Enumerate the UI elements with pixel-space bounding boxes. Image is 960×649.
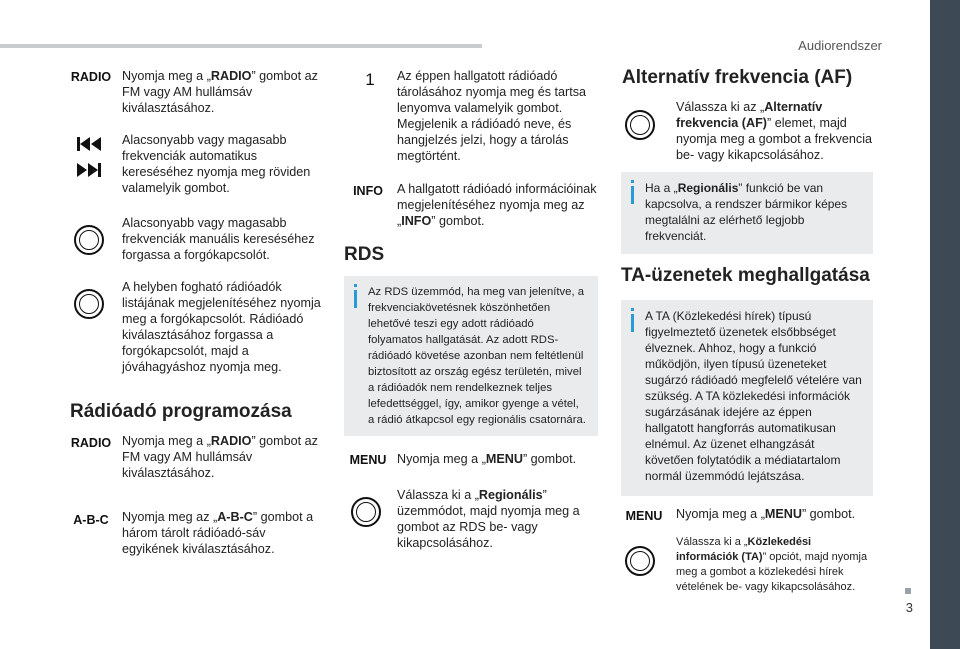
rds-info-note — [344, 276, 598, 436]
menu-instruction: Nyomja meg a „MENU” gombot. — [676, 507, 856, 521]
ta-info-note — [621, 300, 873, 496]
rotary-knob-icon — [625, 546, 655, 576]
rds-note-text: Az RDS üzemmód, ha meg van jelenítve, a frekvenciakövetésnek köszönhetően lehetővé teszi egy adott rádióadó folyamatos hallgatását. Az adott RDS-rádióadó követése azonban nem feltétlenül biztosított az ország egész területén, mivel a rádióadók nem rendelkeznek teljes lefedettséggel, így, amikor gyenge a vétel, a rádió átkapcsol egy regionális csatornára. — [368, 286, 586, 426]
page-marker — [905, 588, 911, 594]
seek-instruction: Alacsonyabb vagy magasabb frekvenciák automatikus kereséséhez nyomja meg röviden valamelyik gombot. — [122, 133, 311, 195]
af-info-note — [621, 172, 873, 254]
manual-tuning-instruction: Alacsonyabb vagy magasabb frekvenciák manuális kereséséhez forgassa a forgókapcsolót. — [122, 216, 315, 262]
regional-instruction: Válassza ki a „Regionális” üzemmódot, majd nyomja meg a gombot az RDS be- vagy kikapcsolásához. — [397, 488, 580, 550]
section-heading-af: Alternatív frekvencia (AF) — [622, 67, 853, 88]
info-icon — [354, 290, 357, 308]
rotary-knob-icon — [74, 289, 104, 319]
section-title: Audiorendszer — [798, 38, 882, 53]
info-instruction: A hallgatott rádióadó információinak megjelenítéséhez nyomja meg az „INFO” gombot. — [397, 182, 597, 228]
rotary-knob-icon — [351, 497, 381, 527]
radio-instruction: Nyomja meg a „RADIO” gombot az FM vagy AM hullámsáv kiválasztásához. — [122, 69, 318, 115]
seek-back-icon — [76, 136, 102, 152]
station-list-instruction: A helyben fogható rádióadók listájának megjelenítéséhez nyomja meg a forgókapcsolót. Rádióadó kiválasztásához forgassa a forgókapcsolót, majd a jóváhagyáshoz nyomja meg. — [122, 280, 321, 374]
ta-note-text: A TA (Közlekedési hírek) típusú figyelmeztető üzenetek elsőbbséget élveznek. Ahhoz, hogy a funkció működjön, ilyen típusú üzeneteket sugárzó rádióadó megfelelő vételére van szükség. A TA közlekedési információk sugárzásának idejére az éppen hallgatott hangforrás automatikusan elnémul. Az üzenet elhangzását követően folytatódik a médiatartalom normál üzemmódú lejátszása. — [645, 309, 862, 483]
af-instruction: Válassza ki az „Alternatív frekvencia (AF)” elemet, majd nyomja meg a gombot a frekvencia be- vagy kikapcsolásához. — [676, 100, 873, 162]
af-note-text: Ha a „Regionális” funkció be van kapcsolva, a rendszer bármikor képes megtalálni az elérhető legjobb frekvenciát. — [645, 181, 848, 243]
radio-band-instruction: Nyomja meg a „RADIO” gombot az FM vagy AM hullámsáv kiválasztásához. — [122, 434, 318, 480]
menu-key-label: MENU — [349, 453, 387, 467]
page-number: 3 — [905, 600, 913, 615]
info-icon — [631, 314, 634, 332]
menu-instruction: Nyomja meg a „MENU” gombot. — [397, 452, 577, 466]
preset-store-instruction: Az éppen hallgatott rádióadó tárolásához nyomja meg és tartsa lenyomva valamelyik gombot. Megjelenik a rádióadó neve, és hangjelzés jelzi, hogy a tárolás megtörtént. — [397, 69, 586, 163]
info-key-label: INFO — [353, 184, 383, 198]
rotary-knob-icon — [74, 225, 104, 255]
section-heading-rds: RDS — [344, 244, 385, 265]
info-icon — [631, 186, 634, 204]
abc-key-label: A-B-C — [73, 513, 109, 527]
traffic-info-instruction: Válassza ki a „Közlekedési információk (TA)” opciót, majd nyomja meg a gombot a közlekedési hírek vételének be- vagy kikapcsolásához. — [676, 536, 868, 593]
section-heading-ta: TA-üzenetek meghallgatása — [621, 265, 870, 286]
preset-key-label: 1 — [365, 70, 375, 89]
seek-forward-icon — [76, 162, 102, 178]
radio-key-label: RADIO — [70, 70, 112, 84]
radio-key-label: RADIO — [70, 436, 112, 450]
menu-key-label: MENU — [625, 509, 663, 523]
header-rule — [0, 44, 482, 48]
rotary-knob-icon — [625, 110, 655, 140]
side-strip — [930, 0, 960, 649]
section-heading-presets: Rádióadó programozása — [70, 401, 292, 422]
abc-instruction: Nyomja meg az „A-B-C” gombot a három tárolt rádióadó-sáv egyikének kiválasztásához. — [122, 510, 314, 556]
